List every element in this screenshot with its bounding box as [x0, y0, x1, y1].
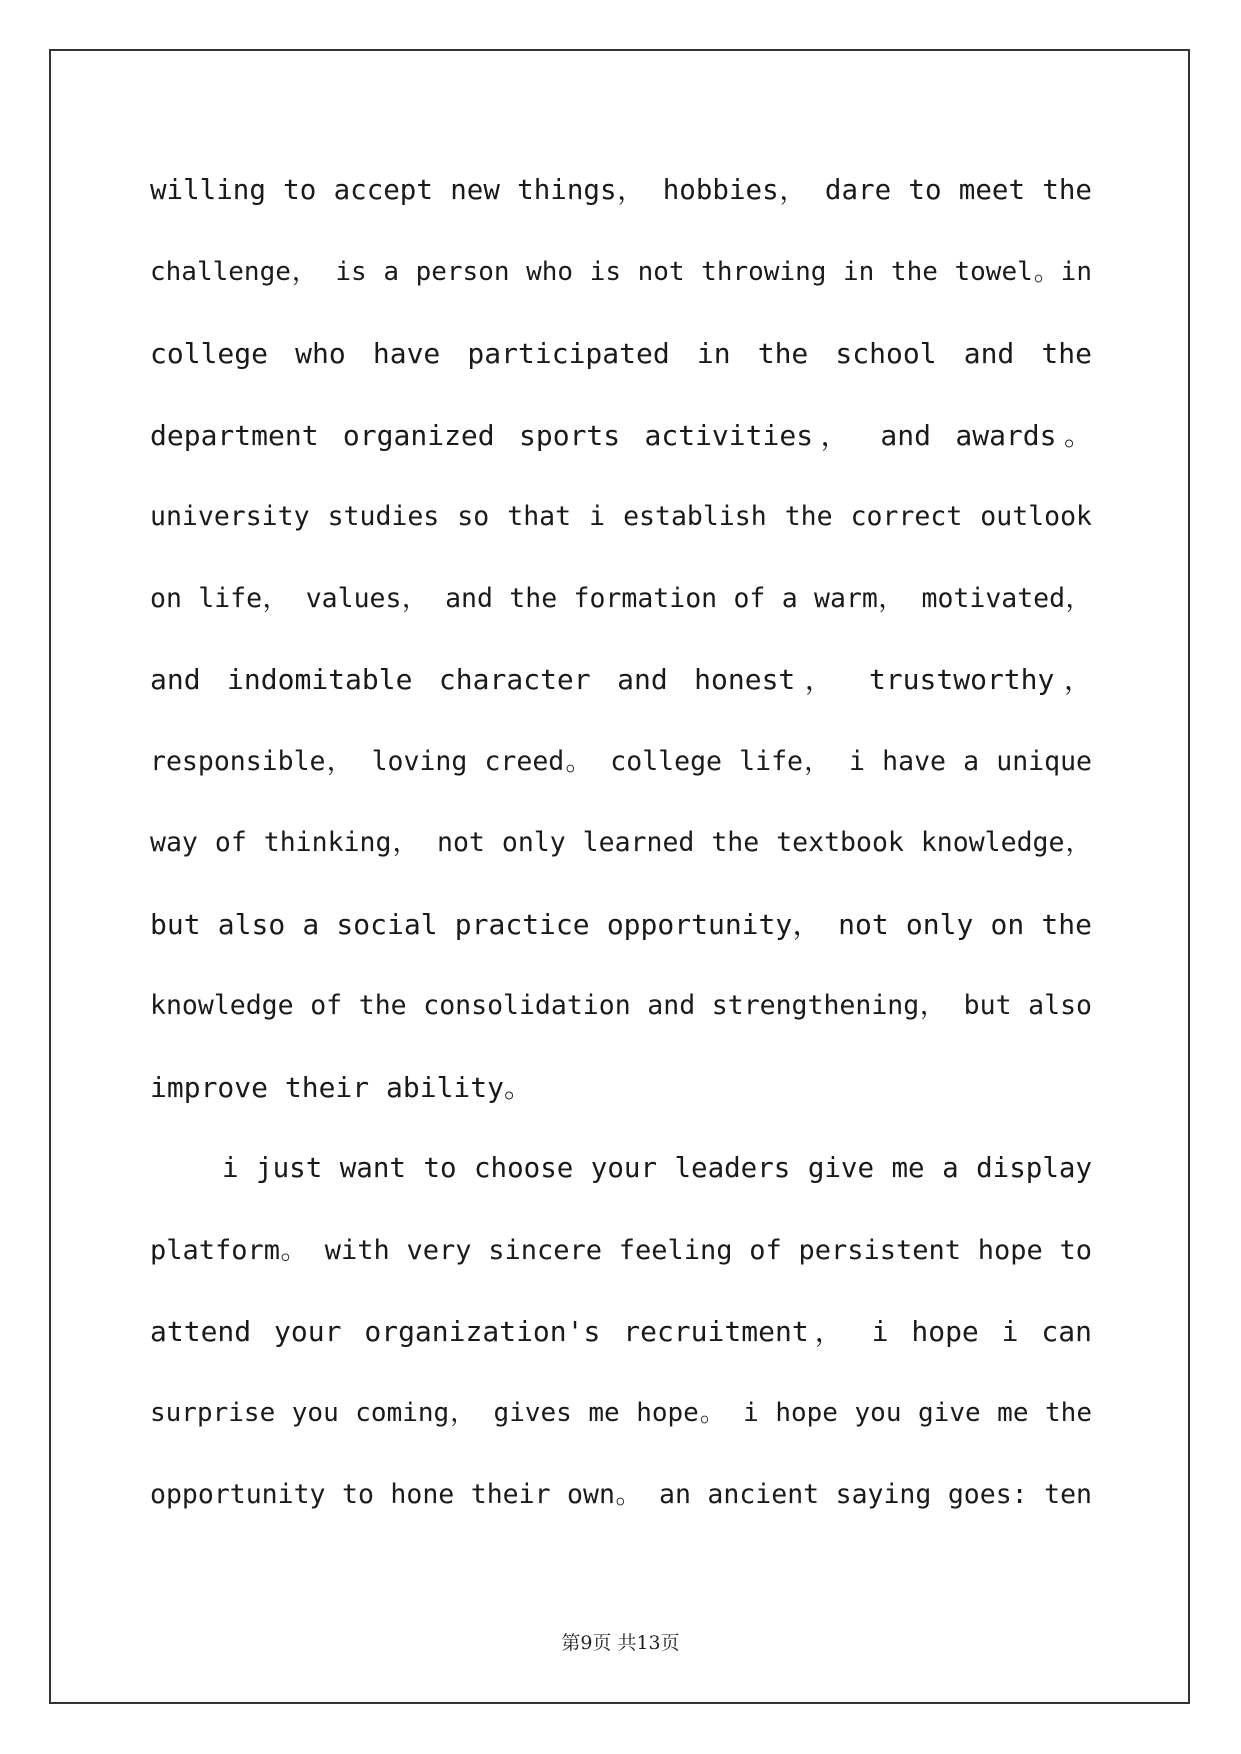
- paragraph-start-line: i just want to choose your leaders give me a display: [222, 1152, 1092, 1184]
- text-line: challenge， is a person who is not throwing in the towel。in: [150, 256, 1092, 287]
- text-line: surprise you coming， gives me hope。 i hope you give me the: [150, 1397, 1092, 1428]
- text-line: on life， values， and the formation of a warm， motivated，: [150, 582, 1092, 614]
- text-line: college who have participated in the school and the: [150, 337, 1092, 370]
- text-line: opportunity to hone their own。 an ancient saying goes: ten: [150, 1479, 1092, 1510]
- page-number-footer: 第9页 共13页: [561, 1632, 680, 1654]
- text-line: attend your organization's recruitment， i hope i can: [150, 1315, 1092, 1348]
- text-line: responsible， loving creed。 college life， i have a unique: [150, 745, 1092, 777]
- text-line: department organized sports activities， and awards。: [150, 418, 1092, 452]
- text-line: university studies so that i establish the correct outlook: [150, 501, 1092, 532]
- document-body: [150, 150, 1092, 1536]
- text-line: and indomitable character and honest， trustworthy，: [150, 663, 1092, 696]
- text-line: willing to accept new things， hobbies， dare to meet the: [150, 174, 1092, 206]
- text-line: platform。 with very sincere feeling of persistent hope to: [150, 1234, 1092, 1266]
- paragraph-end-line: improve their ability。: [150, 1070, 533, 1104]
- text-line: way of thinking， not only learned the textbook knowledge，: [150, 827, 1092, 858]
- text-line: knowledge of the consolidation and strengthening， but also: [150, 990, 1092, 1021]
- text-line: but also a social practice opportunity， not only on the: [150, 907, 1092, 941]
